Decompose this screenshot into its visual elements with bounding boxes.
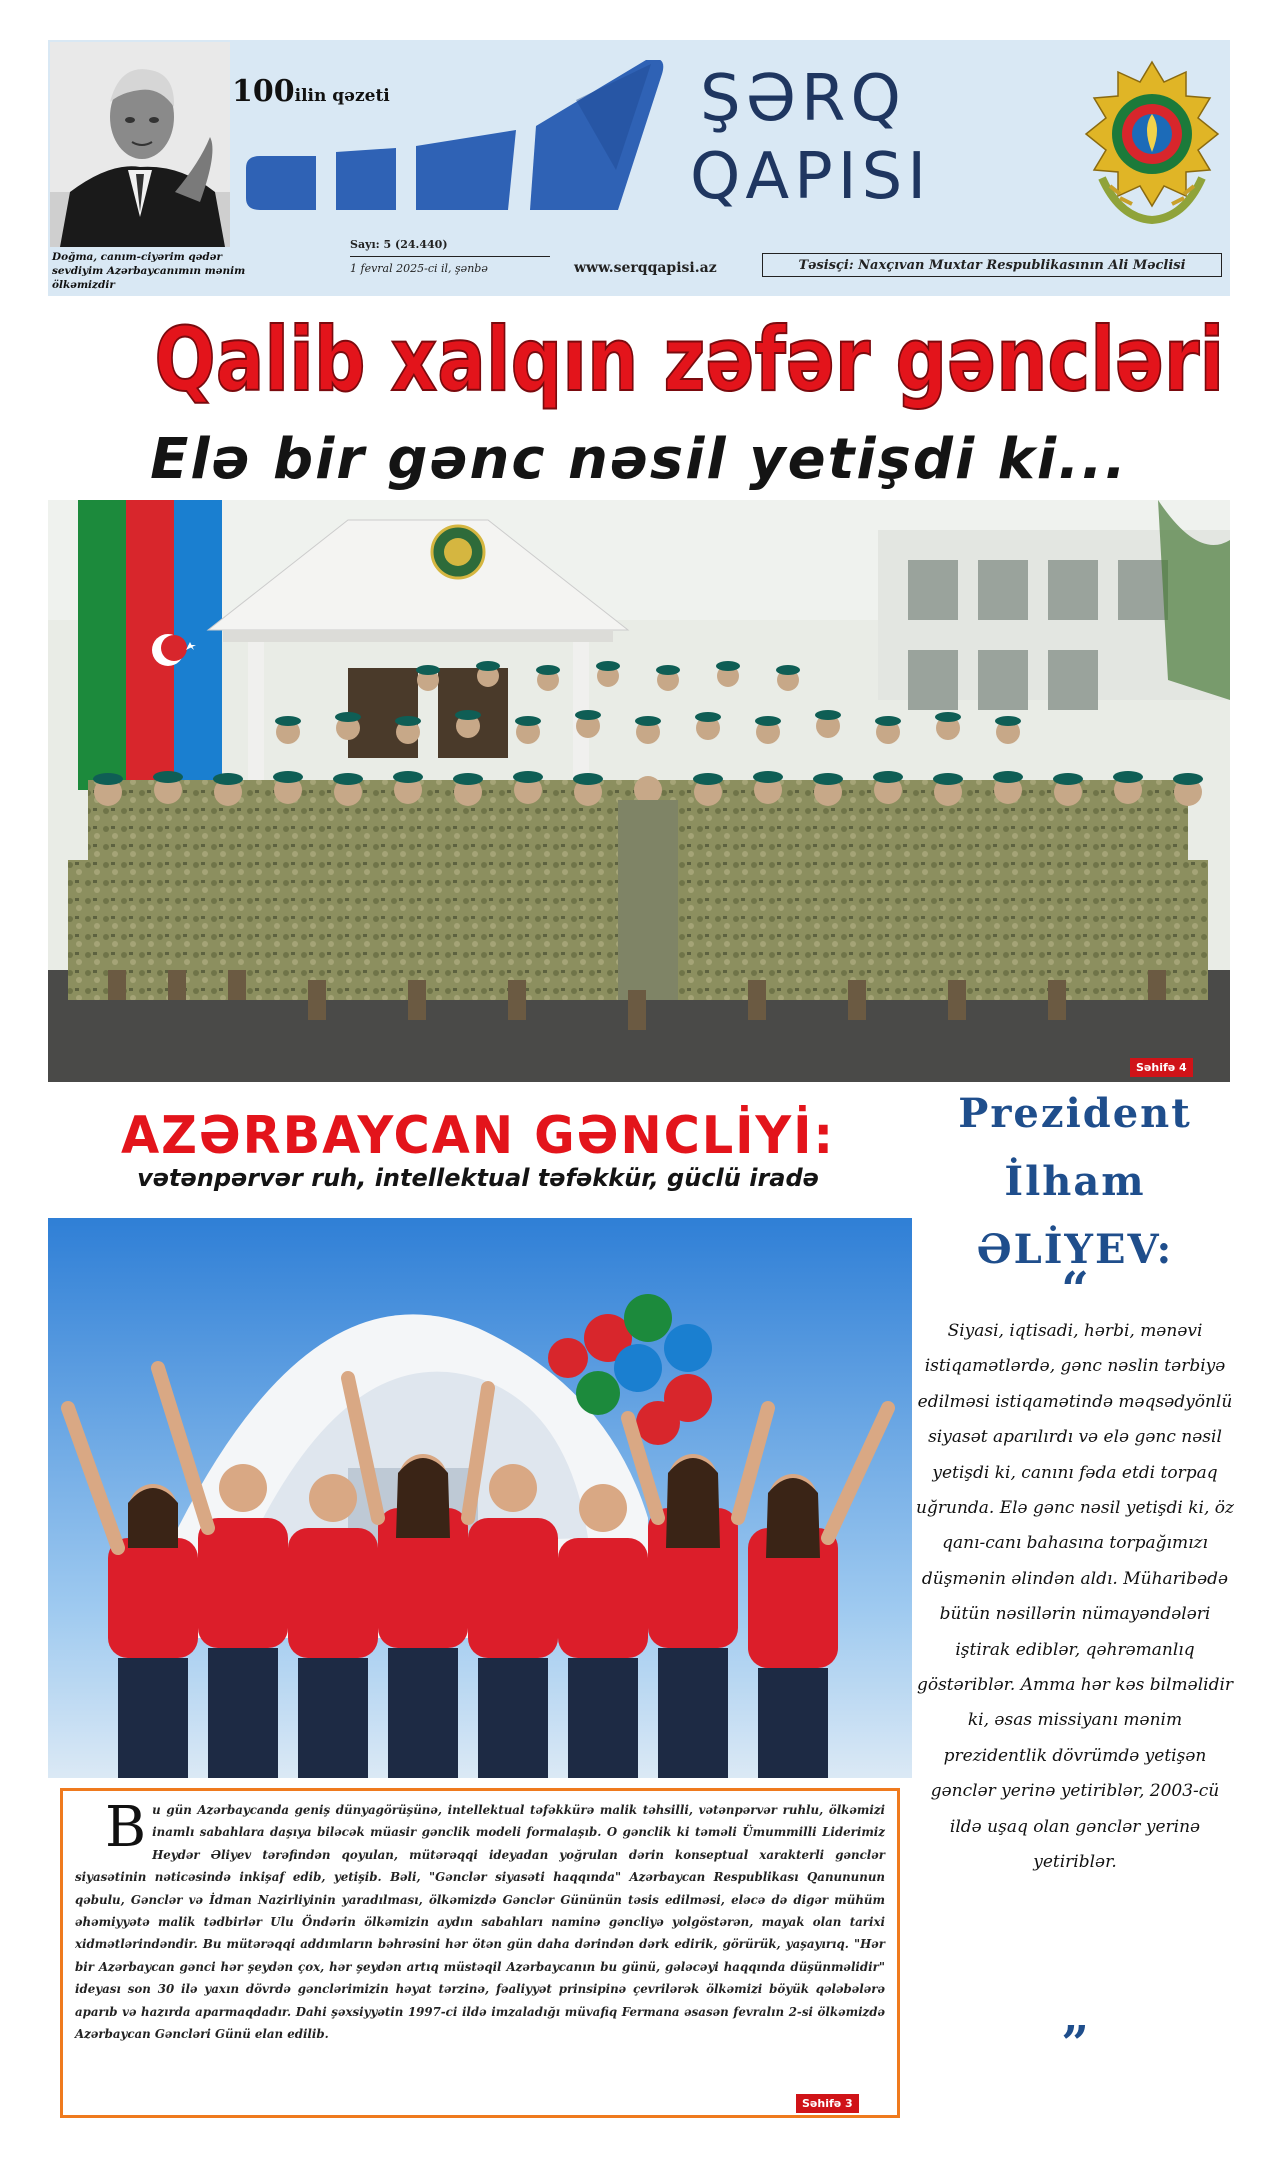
- quote-text: Siyasi, iqtisadi, hərbi, mənəvi istiqamətlərdə, gənc nəslin tərbiyə edilməsi istiqamətində məqsədyönlü siyasət aparılırdı və elə gənc nəsil yetişdi ki, canını fəda etdi torpaq uğrunda. Elə gənc nəsil yetişdi ki, öz qanı-canı bahasına torpağımızı düşmənin əlindən aldı. Müharibədə bütün nəsillərin nümayəndələri iştirak ediblər, qəhrəmanlıq göstəriblər. Amma hər kəs bilməlidir ki, əsas missiyanı mənim prezidentlik dövrümdə yetişən gənclər yerinə yetiriblər, 2003-cü ildə uşaq olan gənclər yerinə yetiriblər.: [916, 1321, 1234, 1873]
- century-text: ilin qəzeti: [294, 86, 390, 106]
- century-number: 100: [232, 74, 295, 109]
- page-reference-tag: Səhifə 3: [796, 2094, 859, 2113]
- main-subheadline: Elə bir gənc nəsil yetişdi ki...: [150, 427, 1128, 492]
- section-title: AZƏRBAYCAN GƏNCLİYİ:: [120, 1106, 836, 1166]
- lead-article-box: [60, 1788, 900, 2118]
- quote-close-mark: ”: [1061, 2016, 1089, 2072]
- youth-celebration-photo: [48, 1218, 912, 1778]
- section-subtitle: vətənpərvər ruh, intellektual təfəkkür, güclü iradə: [137, 1164, 819, 1192]
- attribution-line3: ƏLİYEV:: [976, 1226, 1174, 1273]
- newspaper-title-line2: QAPISI: [690, 140, 932, 214]
- attribution-line1: Prezident: [958, 1090, 1192, 1137]
- newspaper-title-line1: ŞƏRQ: [700, 62, 906, 136]
- founder-portrait: [50, 42, 230, 247]
- page-reference-tag: Səhifə 4: [1130, 1058, 1193, 1077]
- state-emblem: [1080, 58, 1224, 226]
- newspaper-logo-shape: [246, 60, 668, 230]
- masthead-motto: Doğma, canım-ciyərim qədər sevdiyim Azərbaycanımın mənim ölkəmizdir: [52, 251, 246, 291]
- main-headline: Qalib xalqın zəfər gəncləri: [154, 308, 1225, 411]
- article-dropcap: B: [105, 1795, 147, 1860]
- issue-divider: [350, 256, 550, 257]
- website-link[interactable]: www.serqqapisi.az: [574, 260, 717, 276]
- quote-open-mark: “: [1061, 1262, 1089, 1318]
- article-body: u gün Azərbaycanda geniş dünyagörüşünə, intellektual təfəkkürə malik təhsilli, vətənpərvər ruhlu, ölkəmizi inamlı sabahlara daşıya biləcək müasir gənclik modeli formalaşıb. O gənclik ki təməli Ümummilli Liderimiz Heydər Əliyev tərəfindən qoyulan, mütərəqqi ideyadan yoğrulan dərin konseptual xarakterli gənclər siyasətinin nəticəsində inkişaf edib, yetişib. Bəli, "Gənclər siyasəti haqqında" Azərbaycan Respublikası Qanununun qəbulu, Gənclər və İdman Nazirliyinin yaradılması, ölkəmizdə Gənclər Gününün təsis edilməsi, eləcə də digər mühüm əhəmiyyətə malik tədbirlər Ulu Öndərin ölkəmizin aydın sabahları naminə gəncliyə yolgöstərən, mayak olan tarixi xidmətlərindəndir. Bu mütərəqqi addımların bəhrəsini hər ötən gün daha dərindən dərk edirik, görürük, yaşayırıq. "Hər bir Azərbaycan gənci hər şeydən çox, hər şeydən artıq müstəqil Azərbaycanın bu günü, gələcəyi haqqında düşünməlidir" ideyası son 30 ilə yaxın dövrdə gənclərimizin həyat tərzinə, fəaliyyət prinsipinə çevrilərək ölkəmizi böyük qələbələrə aparıb və hazırda aparmaqdadır. Dahi şəxsiyyətin 1997-ci ildə imzaladığı müvafiq Fermana əsasən fevralın 2-si ölkəmizdə Azərbaycan Gəncləri Günü elan edilib.: [75, 1803, 885, 2042]
- soldiers-group-photo: [48, 500, 1230, 1082]
- quote-attribution: [920, 1080, 1230, 1284]
- issue-number: Sayı: 5 (24.440): [350, 238, 448, 251]
- issue-date: 1 fevral 2025-ci il, şənbə: [350, 262, 488, 275]
- attribution-line2: İlham: [1004, 1158, 1146, 1205]
- founder-box: Təsisçi: Naxçıvan Muxtar Respublikasının Ali Məclisi: [762, 253, 1222, 277]
